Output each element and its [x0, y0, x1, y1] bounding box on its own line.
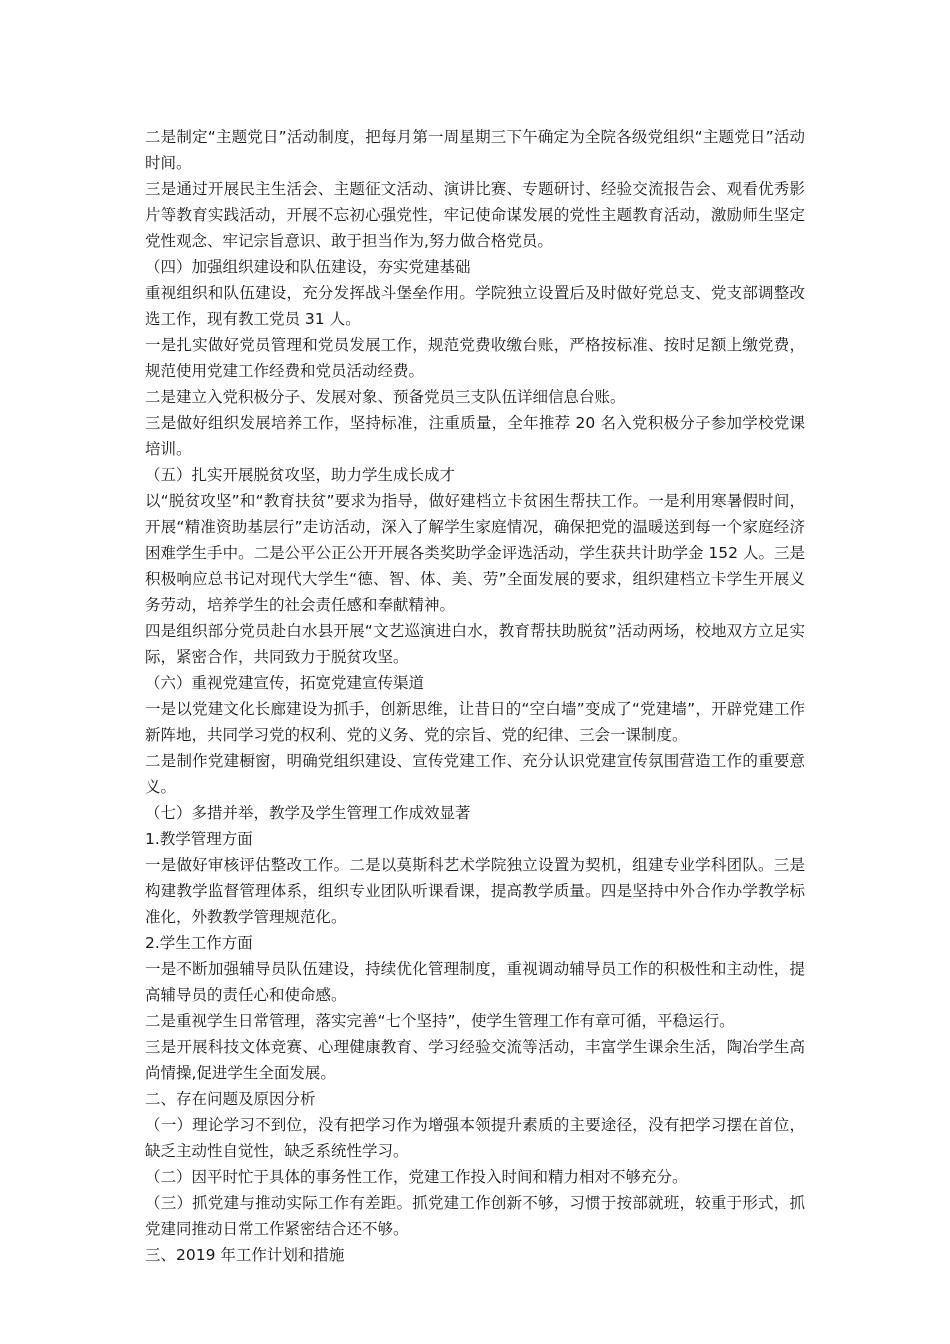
section-heading: （五）扎实开展脱贫攻坚，助力学生成长成才	[145, 466, 456, 484]
chapter-heading: 二、存在问题及原因分析	[145, 1090, 316, 1108]
paragraph: （一）理论学习不到位，没有把学习作为增强本领提升素质的主要途径，没有把学习摆在首位，缺乏主动性自觉性，缺乏系统性学习。	[145, 1116, 805, 1160]
paragraph: 一是做好审核评估整改工作。二是以莫斯科艺术学院独立设置为契机，组建专业学科团队。三是构建教学监督管理体系，组织专业团队听课看课，提高教学质量。四是坚持中外合作办学教学标准化，外教教学管理规范化。	[145, 856, 805, 926]
section-heading: （四）加强组织建设和队伍建设，夯实党建基础	[145, 258, 471, 276]
paragraph: 二是重视学生日常管理，落实完善“七个坚持”，使学生管理工作有章可循，平稳运行。	[145, 1012, 735, 1030]
paragraph: 三是做好组织发展培养工作，坚持标准，注重质量，全年推荐 20 名入党积极分子参加学校党课培训。	[145, 414, 805, 458]
paragraph: 四是组织部分党员赴白水县开展“文艺巡演进白水，教育帮扶助脱贫”活动两场，校地双方立足实际，紧密合作，共同致力于脱贫攻坚。	[145, 622, 805, 666]
paragraph: 一是扎实做好党员管理和党员发展工作，规范党费收缴台账，严格按标准、按时足额上缴党费，规范使用党建工作经费和党员活动经费。	[145, 336, 805, 380]
subsection-heading: 2.学生工作方面	[145, 934, 253, 952]
paragraph: （二）因平时忙于具体的事务性工作，党建工作投入时间和精力相对不够充分。	[145, 1168, 688, 1186]
paragraph: 二是制作党建橱窗，明确党组织建设、宣传党建工作、充分认识党建宣传氛围营造工作的重要意义。	[145, 752, 805, 796]
paragraph: 一是以党建文化长廊建设为抓手，创新思维，让昔日的“空白墙”变成了“党建墙”，开辟党建工作新阵地，共同学习党的权利、党的义务、党的宗旨、党的纪律、三会一课制度。	[145, 700, 805, 744]
paragraph: 三是开展科技文体竞赛、心理健康教育、学习经验交流等活动，丰富学生课余生活，陶冶学生高尚情操,促进学生全面发展。	[145, 1038, 805, 1082]
subsection-heading: 1.教学管理方面	[145, 830, 253, 848]
paragraph: 一是不断加强辅导员队伍建设，持续优化管理制度，重视调动辅导员工作的积极性和主动性，提高辅导员的责任心和使命感。	[145, 960, 805, 1004]
paragraph: 以“脱贫攻坚”和“教育扶贫”要求为指导，做好建档立卡贫困生帮扶工作。一是利用寒暑假时间，开展“精准资助基层行”走访活动，深入了解学生家庭情况，确保把党的温暖送到每一个家庭经济困难学生手中。二是公平公正公开开展各类奖助学金评选活动，学生获共计助学金 152 人。三是积极响应总书记对现代大学生“德、智、体、美、劳”全面发展的要求，组织建档立卡学生开展义务劳动，培养学生的社会责任感和奉献精神。	[145, 492, 805, 614]
paragraph: 二是制定“主题党日”活动制度，把每月第一周星期三下午确定为全院各级党组织“主题党日”活动时间。	[145, 128, 805, 172]
paragraph: 二是建立入党积极分子、发展对象、预备党员三支队伍详细信息台账。	[145, 388, 626, 406]
paragraph: 三是通过开展民主生活会、主题征文活动、演讲比赛、专题研讨、经验交流报告会、观看优秀影片等教育实践活动，开展不忘初心强党性，牢记使命谋发展的党性主题教育活动，激励师生坚定党性观念、牢记宗旨意识、敢于担当作为,努力做合格党员。	[145, 180, 805, 250]
chapter-heading: 三、2019 年工作计划和措施	[145, 1246, 345, 1264]
paragraph: 重视组织和队伍建设，充分发挥战斗堡垒作用。学院独立设置后及时做好党总支、党支部调整改选工作，现有教工党员 31 人。	[145, 284, 805, 328]
section-heading: （七）多措并举，教学及学生管理工作成效显著	[145, 804, 471, 822]
paragraph: （三）抓党建与推动实际工作有差距。抓党建工作创新不够，习惯于按部就班，较重于形式，抓党建同推动日常工作紧密结合还不够。	[145, 1194, 805, 1238]
document-body	[145, 124, 805, 1268]
section-heading: （六）重视党建宣传，拓宽党建宣传渠道	[145, 674, 425, 692]
